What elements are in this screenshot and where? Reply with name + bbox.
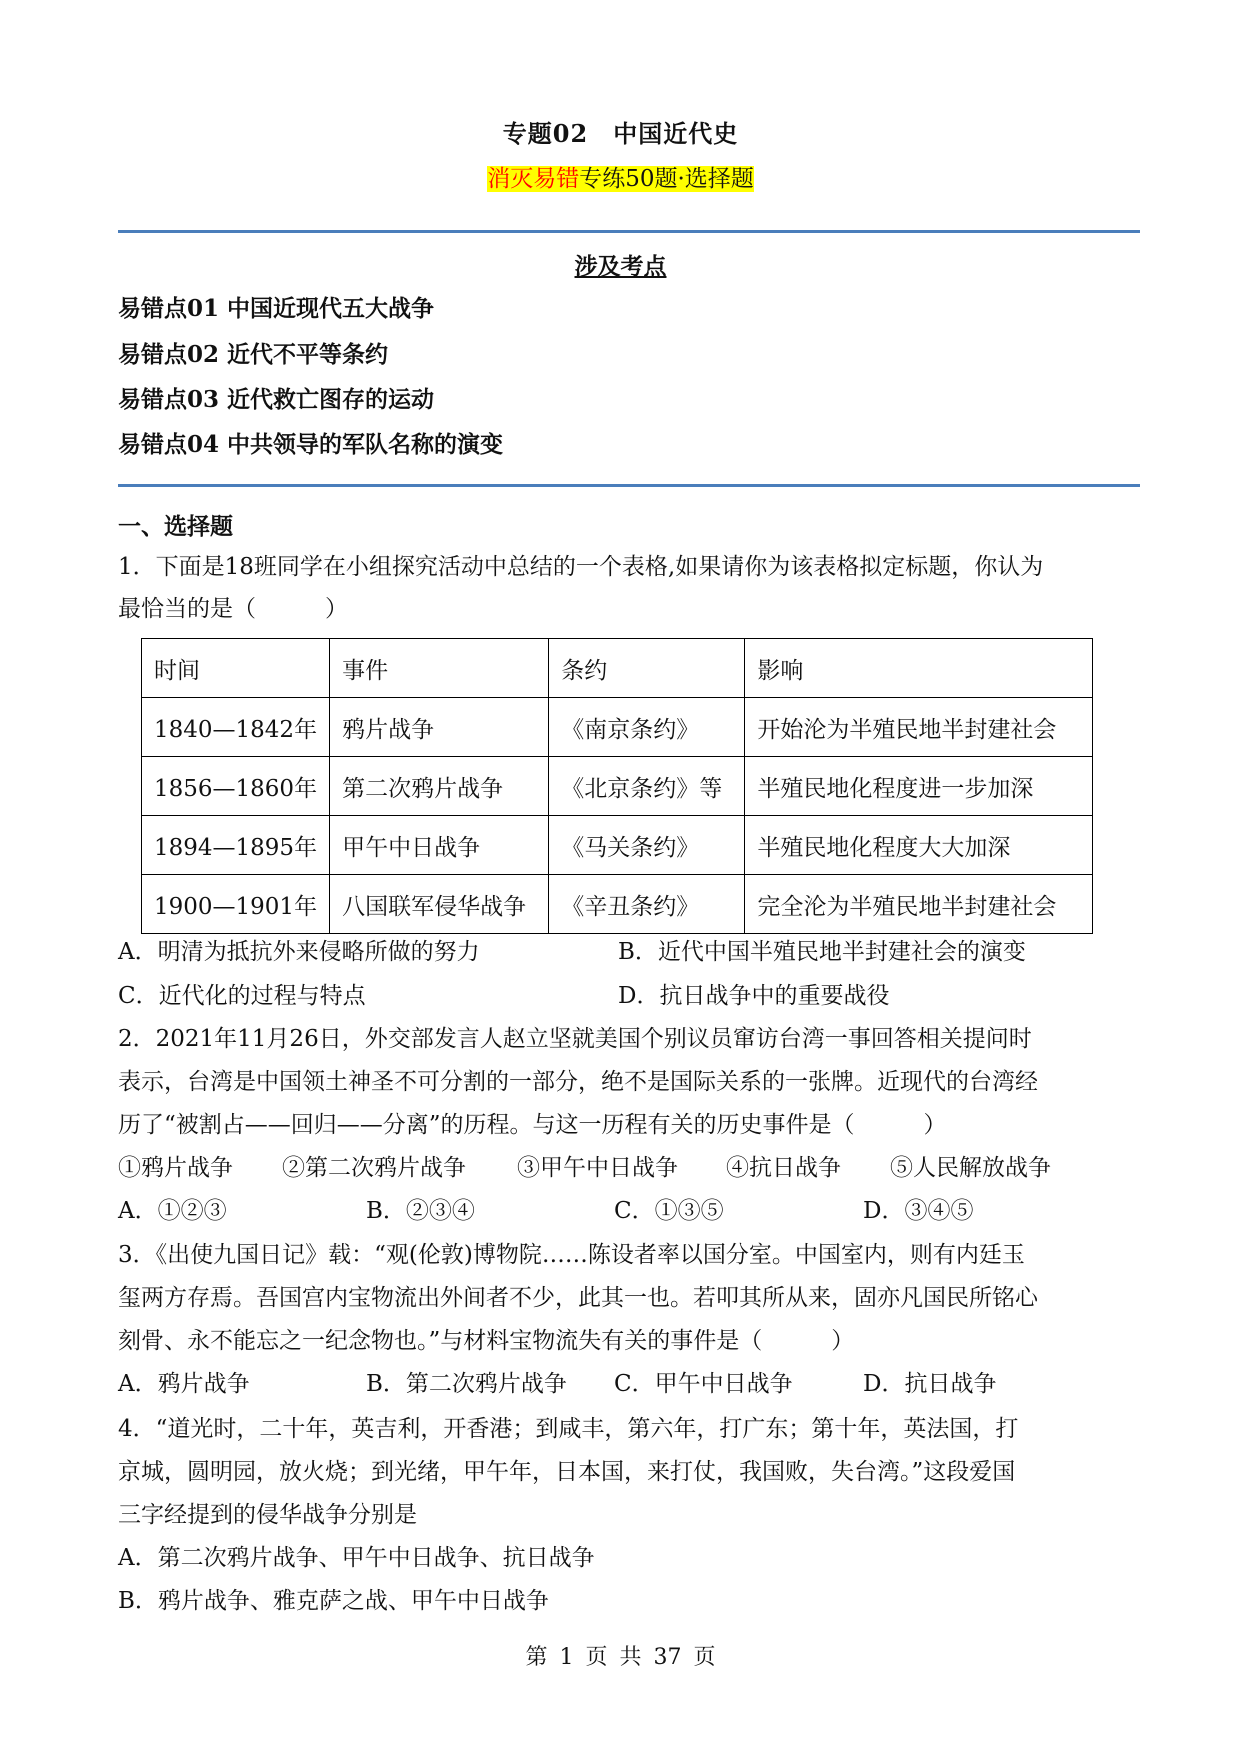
table-cell: 1856—1860年 bbox=[142, 757, 330, 816]
question-2-choice: ⑤人民解放战争 bbox=[890, 1155, 1051, 1181]
document-title: 专题02 中国近代史 bbox=[502, 119, 739, 148]
question-4-text: 三字经提到的侵华战争分别是 bbox=[118, 1502, 417, 1528]
question-2-option-a: A．①②③ bbox=[118, 1198, 227, 1224]
question-3-text: 玺两方存焉。吾国宫内宝物流出外间者不少，此其一也。若叩其所从来，固亦凡国民所铭心 bbox=[118, 1285, 1038, 1311]
subtitle-black-part: 专练50题·选择题 bbox=[579, 166, 754, 192]
question-4-text: 京城，圆明园，放火烧；到光绪，甲午年，日本国，来打仗，我国败，失台湾。”这段爱国 bbox=[118, 1459, 1016, 1485]
question-1-option-b: B．近代中国半殖民地半封建社会的演变 bbox=[618, 939, 1026, 965]
exam-point-item: 易错点04 中共领导的军队名称的演变 bbox=[118, 431, 504, 458]
question-3-option-a: A．鸦片战争 bbox=[118, 1371, 250, 1397]
table-cell: 开始沦为半殖民地半封建社会 bbox=[745, 698, 1093, 757]
question-3-text: 3．《出使九国日记》载：“观(伦敦)博物院……陈设者率以国分室。中国室内，则有内廷玉 bbox=[118, 1242, 1025, 1268]
question-1-text: 最恰当的是（ ） bbox=[118, 596, 348, 622]
table-cell: 1894—1895年 bbox=[142, 816, 330, 875]
exam-point-item: 易错点03 近代救亡图存的运动 bbox=[118, 386, 435, 413]
question-2-choice: ④抗日战争 bbox=[726, 1155, 841, 1181]
document-subtitle bbox=[0, 160, 1241, 193]
subtitle-red-part: 消灭易错 bbox=[487, 166, 580, 192]
question-3-option-c: C．甲午中日战争 bbox=[614, 1371, 793, 1397]
page-footer bbox=[0, 1640, 1241, 1671]
question-1-option-d: D．抗日战争中的重要战役 bbox=[618, 983, 890, 1009]
question-2-text: 2．2021年11月26日，外交部发言人赵立坚就美国个别议员窜访台湾一事回答相关提问时 bbox=[118, 1026, 1032, 1052]
footer-total-pages: 37 bbox=[653, 1645, 682, 1670]
table-header-cell: 事件 bbox=[330, 639, 549, 698]
question-2-choice: ①鸦片战争 bbox=[118, 1155, 233, 1181]
table-header-cell: 时间 bbox=[142, 639, 330, 698]
exam-point-item: 易错点02 近代不平等条约 bbox=[118, 341, 389, 368]
question-2-choice: ③甲午中日战争 bbox=[517, 1155, 678, 1181]
table-cell: 《北京条约》等 bbox=[549, 757, 745, 816]
table-cell: 《马关条约》 bbox=[549, 816, 745, 875]
table-cell: 甲午中日战争 bbox=[330, 816, 549, 875]
question-4-text: 4．“道光时，二十年，英吉利，开香港；到咸丰，第六年，打广东；第十年，英法国，打 bbox=[118, 1416, 1019, 1442]
table-row bbox=[142, 816, 1093, 875]
footer-page-unit: 页 bbox=[585, 1645, 608, 1670]
footer-page-label: 第 bbox=[525, 1645, 548, 1670]
table-cell: 《辛丑条约》 bbox=[549, 875, 745, 934]
table-cell: 第二次鸦片战争 bbox=[330, 757, 549, 816]
question-2-option-b: B．②③④ bbox=[366, 1198, 475, 1224]
question-1-option-c: C．近代化的过程与特点 bbox=[118, 983, 366, 1009]
question-3-option-d: D．抗日战争 bbox=[863, 1371, 997, 1397]
footer-total-unit: 页 bbox=[693, 1645, 716, 1670]
table-row bbox=[142, 698, 1093, 757]
footer-page-number: 1 bbox=[559, 1645, 574, 1670]
table-row bbox=[142, 757, 1093, 816]
table-cell: 1840—1842年 bbox=[142, 698, 330, 757]
question-4-option-b: B．鸦片战争、雅克萨之战、甲午中日战争 bbox=[118, 1588, 549, 1614]
table-cell: 完全沦为半殖民地半封建社会 bbox=[745, 875, 1093, 934]
table-cell: 半殖民地化程度进一步加深 bbox=[745, 757, 1093, 816]
top-divider bbox=[118, 230, 1140, 233]
table-row bbox=[142, 875, 1093, 934]
table-cell: 八国联军侵华战争 bbox=[330, 875, 549, 934]
exam-points-heading: 涉及考点 bbox=[574, 253, 667, 280]
question-2-text: 表示，台湾是中国领土神圣不可分割的一部分，绝不是国际关系的一张牌。近现代的台湾经 bbox=[118, 1069, 1038, 1095]
question-2-choice: ②第二次鸦片战争 bbox=[282, 1155, 466, 1181]
table-cell: 1900—1901年 bbox=[142, 875, 330, 934]
table-cell: 鸦片战争 bbox=[330, 698, 549, 757]
question-2-option-d: D．③④⑤ bbox=[863, 1198, 974, 1224]
question-2-text: 历了“被割占——回归——分离”的历程。与这一历程有关的历史事件是（ ） bbox=[118, 1112, 947, 1138]
table-header-cell: 影响 bbox=[745, 639, 1093, 698]
question-1-text: 1．下面是18班同学在小组探究活动中总结的一个表格,如果请你为该表格拟定标题，你认为 bbox=[118, 554, 1044, 580]
question-3-text: 刻骨、永不能忘之一纪念物也。”与材料宝物流失有关的事件是（ ） bbox=[118, 1328, 855, 1354]
question-1-option-a: A．明清为抵抗外来侵略所做的努力 bbox=[118, 939, 480, 965]
exam-point-item: 易错点01 中国近现代五大战争 bbox=[118, 295, 435, 322]
question-4-option-a: A．第二次鸦片战争、甲午中日战争、抗日战争 bbox=[118, 1545, 595, 1571]
footer-total-label: 共 bbox=[619, 1645, 642, 1670]
section-title: 一、选择题 bbox=[118, 513, 233, 540]
table-cell: 《南京条约》 bbox=[549, 698, 745, 757]
question-1-table bbox=[141, 638, 1093, 934]
question-2-option-c: C．①③⑤ bbox=[614, 1198, 724, 1224]
bottom-divider bbox=[118, 484, 1140, 487]
table-cell: 半殖民地化程度大大加深 bbox=[745, 816, 1093, 875]
table-header-cell: 条约 bbox=[549, 639, 745, 698]
question-3-option-b: B．第二次鸦片战争 bbox=[366, 1371, 567, 1397]
table-header-row bbox=[142, 639, 1093, 698]
